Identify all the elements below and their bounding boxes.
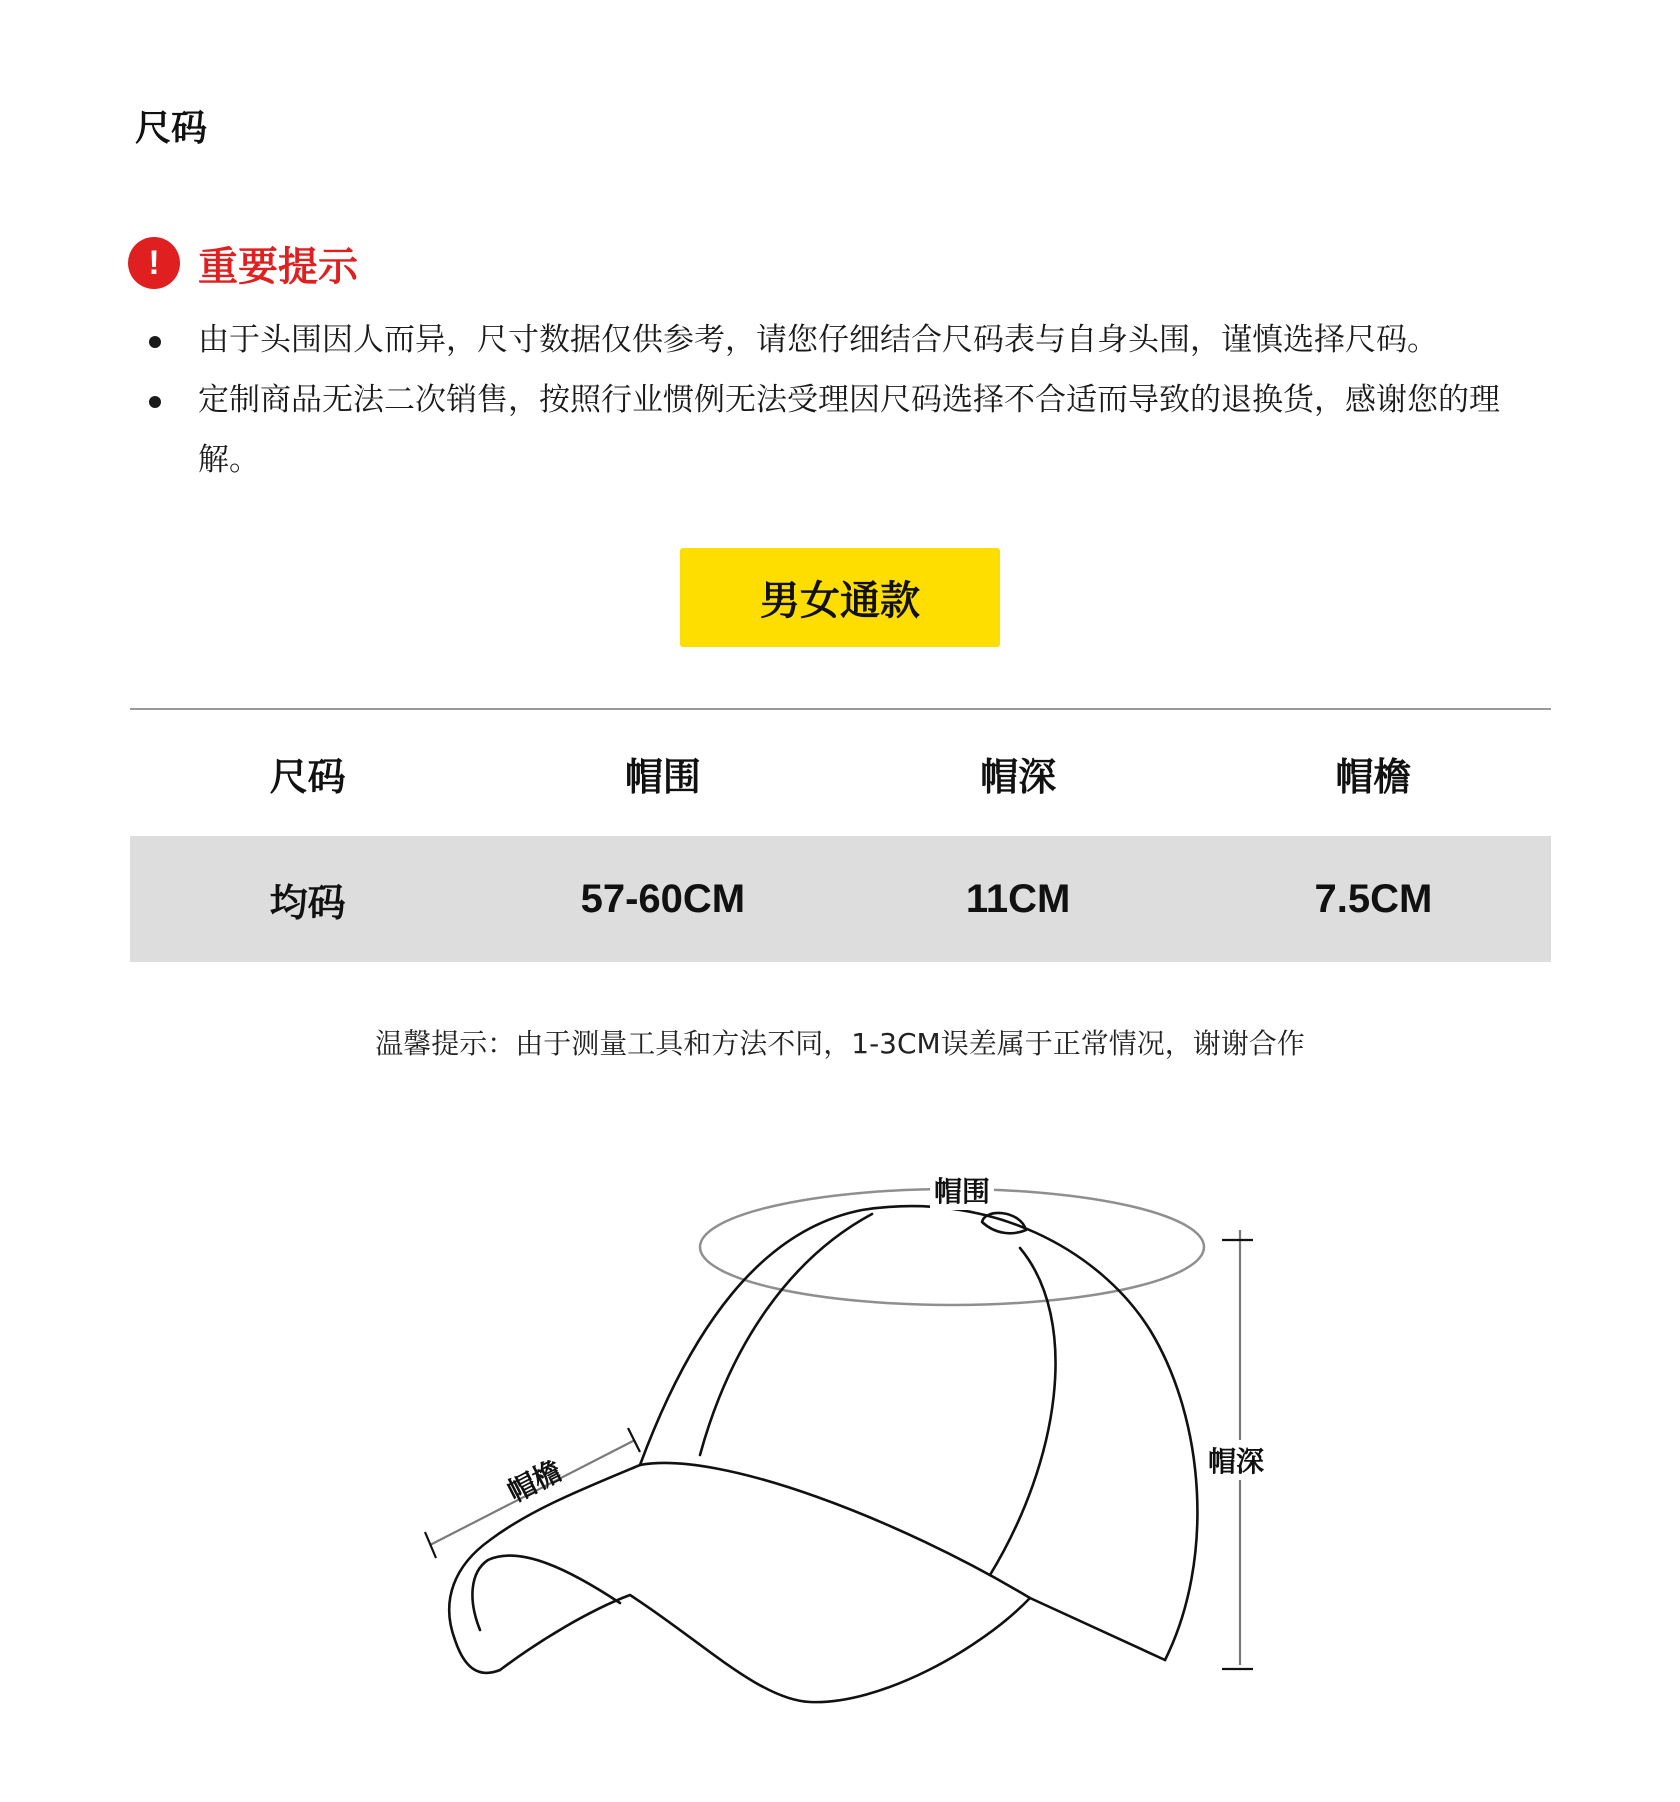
table-header-depth: 帽深 bbox=[980, 754, 1057, 799]
cap-brim-inner bbox=[472, 1556, 620, 1630]
gender-style-button[interactable]: 男女通款 bbox=[680, 548, 1000, 647]
notice-title: 重要提示 bbox=[198, 243, 358, 290]
notice-item-text: 由于头围因人而异，尺寸数据仅供参考，请您仔细结合尺码表与自身头围，谨慎选择尺码。 bbox=[198, 322, 1438, 358]
table-cell-circumference: 57-60CM bbox=[580, 876, 746, 921]
table-header-size: 尺码 bbox=[269, 754, 346, 799]
exclamation-icon: ! bbox=[128, 237, 180, 289]
cap-top-button bbox=[982, 1213, 1026, 1233]
cap-back-edge bbox=[1030, 1598, 1165, 1660]
table-cell-size: 均码 bbox=[269, 880, 346, 925]
diagram-label-depth: 帽深 bbox=[1206, 1440, 1266, 1480]
page-title: 尺码 bbox=[135, 108, 208, 149]
notice-item-text: 定制商品无法二次销售，按照行业惯例无法受理因尺码选择不合适而导致的退换货，感谢您的理解。 bbox=[198, 382, 1500, 478]
cap-crown-outline bbox=[640, 1206, 1197, 1660]
table-header-brim: 帽檐 bbox=[1335, 754, 1412, 799]
cap-brim-under bbox=[500, 1595, 1030, 1702]
cap-front-edge bbox=[640, 1463, 1030, 1598]
cap-seam-left bbox=[700, 1214, 872, 1455]
cap-seam-right bbox=[990, 1248, 1056, 1575]
table-header-circumference: 帽围 bbox=[624, 754, 701, 799]
brim-tick-right bbox=[628, 1428, 640, 1452]
table-cell-brim: 7.5CM bbox=[1314, 876, 1433, 921]
brim-tick-left bbox=[425, 1532, 436, 1558]
measurement-tip: 温馨提示：由于测量工具和方法不同，1-3CM误差属于正常情况，谢谢合作 bbox=[375, 1027, 1305, 1060]
diagram-label-brim: 帽檐 bbox=[502, 1454, 568, 1509]
table-cell-depth: 11CM bbox=[965, 876, 1071, 921]
diagram-label-circumference: 帽围 bbox=[930, 1170, 994, 1210]
